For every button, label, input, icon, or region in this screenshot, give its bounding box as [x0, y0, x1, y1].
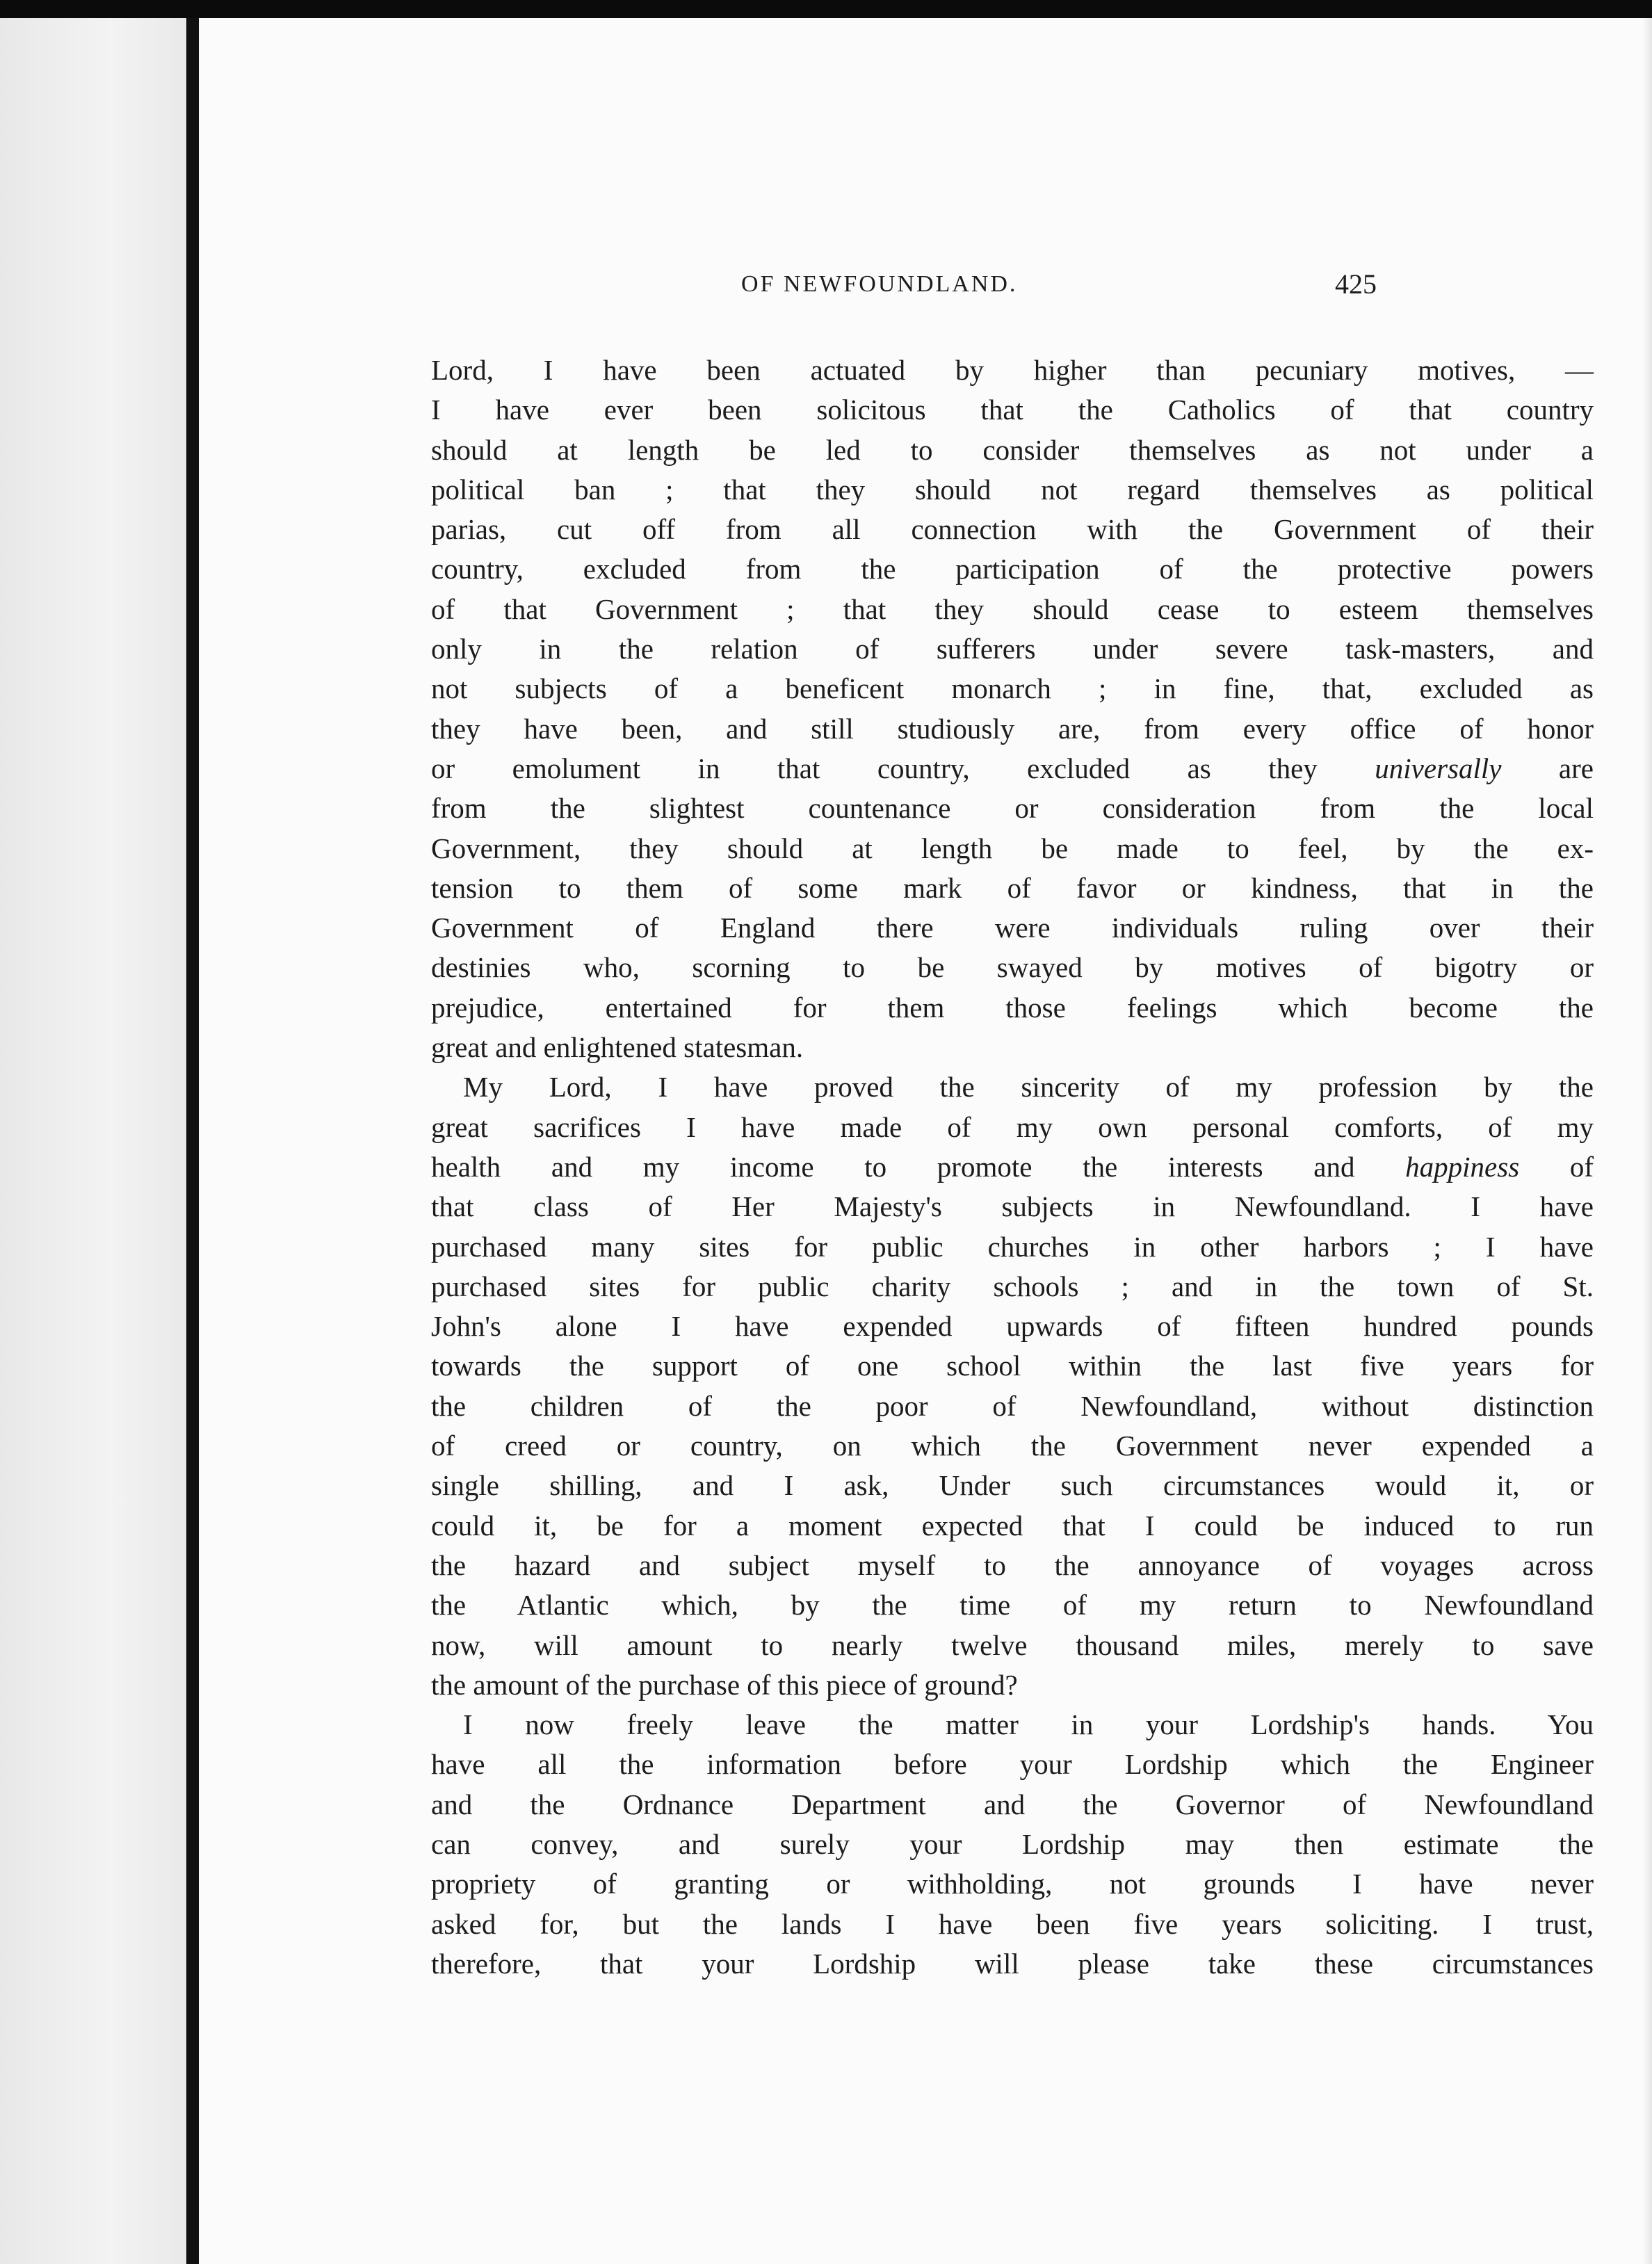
- emphasis: universally: [1375, 752, 1502, 784]
- text-line: of that Government ; that they should cease to esteem themselves: [431, 592, 1594, 625]
- text-line: health and my income to promote the interests and happiness of: [431, 1150, 1594, 1183]
- running-head-title: OF NEWFOUNDLAND.: [741, 271, 1018, 297]
- text-line: political ban ; that they should not regard themselves as political: [431, 473, 1594, 506]
- text-line: or emolument in that country, excluded as they universally are: [431, 752, 1594, 784]
- text-line: parias, cut off from all connection with the Government of their: [431, 513, 1594, 546]
- text-line: therefore, that your Lordship will please take these circumstances: [431, 1947, 1594, 1980]
- text-line: that class of Her Majesty's subjects in Newfoundland. I have: [431, 1190, 1594, 1223]
- text-line: My Lord, I have proved the sincerity of my profession by the: [463, 1071, 1594, 1103]
- text-line: purchased sites for public charity schools ; and in the town of St.: [431, 1270, 1594, 1302]
- text-line: not subjects of a beneficent monarch ; in fine, that, excluded as: [431, 672, 1594, 705]
- text-line: now, will amount to nearly twelve thousand miles, merely to save: [431, 1628, 1594, 1661]
- text-line: I have ever been solicitous that the Catholics of that country: [431, 394, 1594, 426]
- text-line: great and enlightened statesman.: [431, 1031, 804, 1064]
- text-line: prejudice, entertained for them those feelings which become the: [431, 991, 1594, 1024]
- emphasis: happiness: [1405, 1150, 1520, 1183]
- text-line: and the Ordnance Department and the Governor of Newfoundland: [431, 1788, 1594, 1820]
- text-line: destinies who, scorning to be swayed by motives of bigotry or: [431, 951, 1594, 984]
- text-line: John's alone I have expended upwards of fifteen hundred pounds: [431, 1310, 1594, 1343]
- body-text: [431, 350, 1594, 1984]
- text-line: Government, they should at length be made to feel, by the ex-: [431, 832, 1594, 864]
- text-line: tension to them of some mark of favor or kindness, that in the: [431, 871, 1594, 904]
- text-line: asked for, but the lands I have been five years soliciting. I trust,: [431, 1907, 1594, 1940]
- text-line: the Atlantic which, by the time of my return to Newfoundland: [431, 1589, 1594, 1622]
- facing-page-edge: [0, 18, 186, 2264]
- text-line: propriety of granting or withholding, not grounds I have never: [431, 1868, 1594, 1900]
- text-line: I now freely leave the matter in your Lordship's hands. You: [463, 1708, 1594, 1741]
- text-line: the children of the poor of Newfoundland, without distinction: [431, 1389, 1594, 1422]
- text-line: the hazard and subject myself to the annoyance of voyages across: [431, 1549, 1594, 1581]
- text-line: purchased many sites for public churches in other harbors ; I have: [431, 1230, 1594, 1263]
- text-line: should at length be led to consider themselves as not under a: [431, 433, 1594, 466]
- scan-top-edge: [0, 0, 1652, 18]
- page-right-edge: [1642, 18, 1652, 2264]
- text-line: towards the support of one school within the last five years for: [431, 1350, 1594, 1382]
- text-line: the amount of the purchase of this piece of ground?: [431, 1668, 1018, 1701]
- page-number: 425: [1335, 268, 1377, 300]
- text-line: can convey, and surely your Lordship may then estimate the: [431, 1827, 1594, 1860]
- text-line: Lord, I have been actuated by higher than pecuniary motives, —: [431, 354, 1594, 386]
- book-page: [199, 18, 1652, 2264]
- text-line: only in the relation of sufferers under severe task-masters, and: [431, 633, 1594, 665]
- text-line: Government of England there were individuals ruling over their: [431, 912, 1594, 944]
- text-line: country, excluded from the participation of the protective powers: [431, 553, 1594, 585]
- text-line: have all the information before your Lordship which the Engineer: [431, 1748, 1594, 1781]
- running-head: [199, 267, 1589, 302]
- text-line: single shilling, and I ask, Under such circumstances would it, or: [431, 1469, 1594, 1502]
- text-line: great sacrifices I have made of my own personal comforts, of my: [431, 1110, 1594, 1143]
- text-line: from the slightest countenance or consideration from the local: [431, 792, 1594, 825]
- book-gutter: [186, 18, 199, 2264]
- text-line: they have been, and still studiously are, from every office of honor: [431, 712, 1594, 745]
- text-line: could it, be for a moment expected that I could be induced to run: [431, 1509, 1594, 1542]
- text-line: of creed or country, on which the Government never expended a: [431, 1430, 1594, 1462]
